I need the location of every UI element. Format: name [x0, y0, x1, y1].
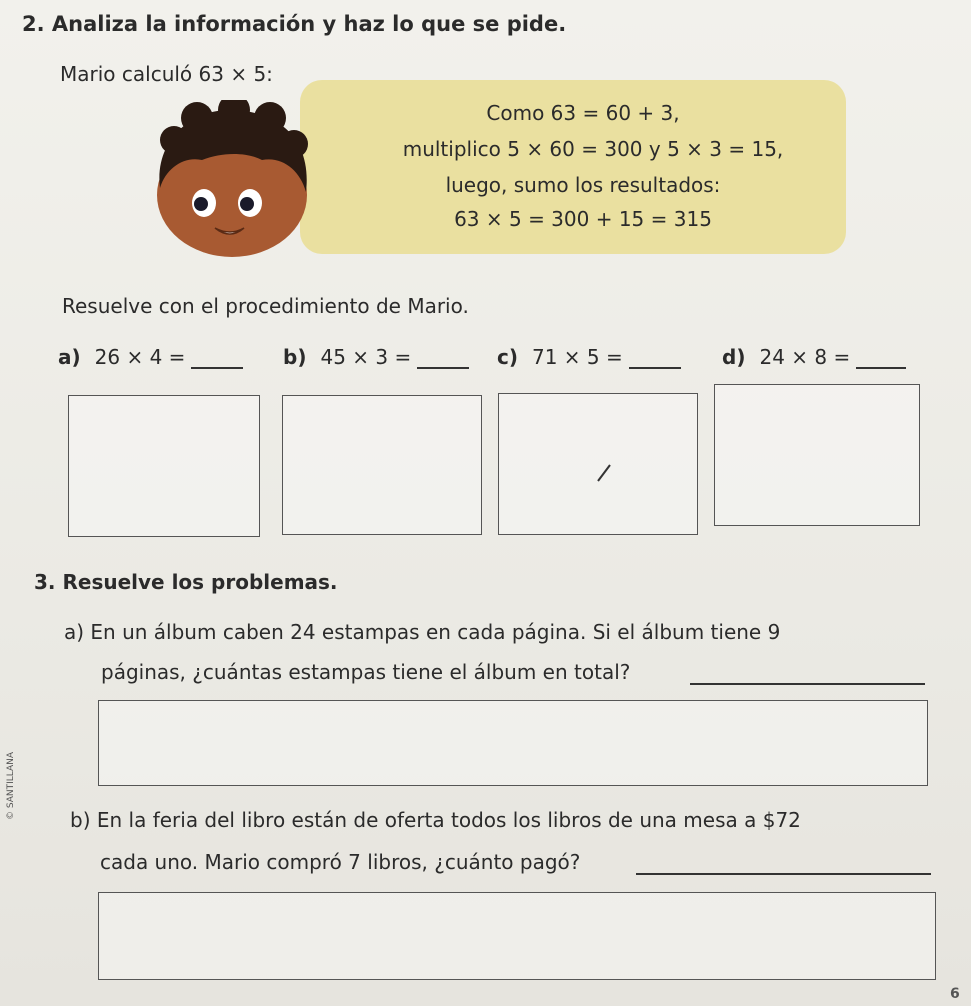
bubble-line-2: multiplico 5 × 60 = 300 y 5 × 3 = 15,: [402, 137, 784, 161]
operation-a: [58, 345, 243, 369]
work-box-b[interactable]: [282, 395, 482, 535]
answer-line-a[interactable]: [690, 683, 925, 685]
work-box-d[interactable]: [714, 384, 920, 526]
operation-b-letter: b): [283, 345, 307, 369]
exercise-2-title: 2. Analiza la información y haz lo que se pide.: [22, 12, 567, 36]
bubble-line-4: 63 × 5 = 300 + 15 = 315: [454, 207, 712, 231]
work-box-a[interactable]: [68, 395, 260, 537]
operation-d-letter: d): [722, 345, 746, 369]
operation-d-expression: 24 × 8 =: [759, 345, 851, 369]
operation-a-expression: 26 × 4 =: [94, 345, 186, 369]
mario-face-illustration: [152, 100, 312, 260]
operation-b-expression: 45 × 3 =: [320, 345, 412, 369]
exercise-2-intro: Mario calculó 63 × 5:: [60, 62, 273, 86]
problem-b-line-1: b) En la feria del libro están de oferta todos los libros de una mesa a $72: [70, 808, 801, 832]
operation-c-letter: c): [497, 345, 518, 369]
exercise-3-title: 3. Resuelve los problemas.: [34, 570, 338, 594]
operation-d: [722, 345, 906, 369]
answer-blank-d[interactable]: [856, 349, 906, 369]
problem-a-line-2: páginas, ¿cuántas estampas tiene el álbum en total?: [101, 660, 631, 684]
answer-blank-a[interactable]: [191, 349, 243, 369]
bubble-line-1: Como 63 = 60 + 3,: [486, 101, 680, 125]
problem-a-line-1: a) En un álbum caben 24 estampas en cada página. Si el álbum tiene 9: [64, 620, 781, 644]
bubble-line-3: luego, sumo los resultados:: [445, 173, 721, 197]
work-box-problem-a[interactable]: [98, 700, 928, 786]
pencil-mark: [596, 463, 616, 483]
page-number: 6: [950, 986, 960, 1002]
operation-c-expression: 71 × 5 =: [532, 345, 623, 369]
operation-b: [283, 345, 469, 369]
operation-a-letter: a): [58, 345, 81, 369]
operation-c: [497, 345, 681, 369]
answer-blank-c[interactable]: [629, 349, 681, 369]
answer-line-b[interactable]: [636, 873, 931, 875]
answer-blank-b[interactable]: [417, 349, 469, 369]
publisher-credit: © SANTILLANA: [6, 751, 16, 820]
exercise-2-instruction: Resuelve con el procedimiento de Mario.: [62, 294, 469, 318]
speech-bubble: [300, 80, 846, 254]
problem-b-line-2: cada uno. Mario compró 7 libros, ¿cuánto pagó?: [100, 850, 581, 874]
work-box-problem-b[interactable]: [98, 892, 936, 980]
